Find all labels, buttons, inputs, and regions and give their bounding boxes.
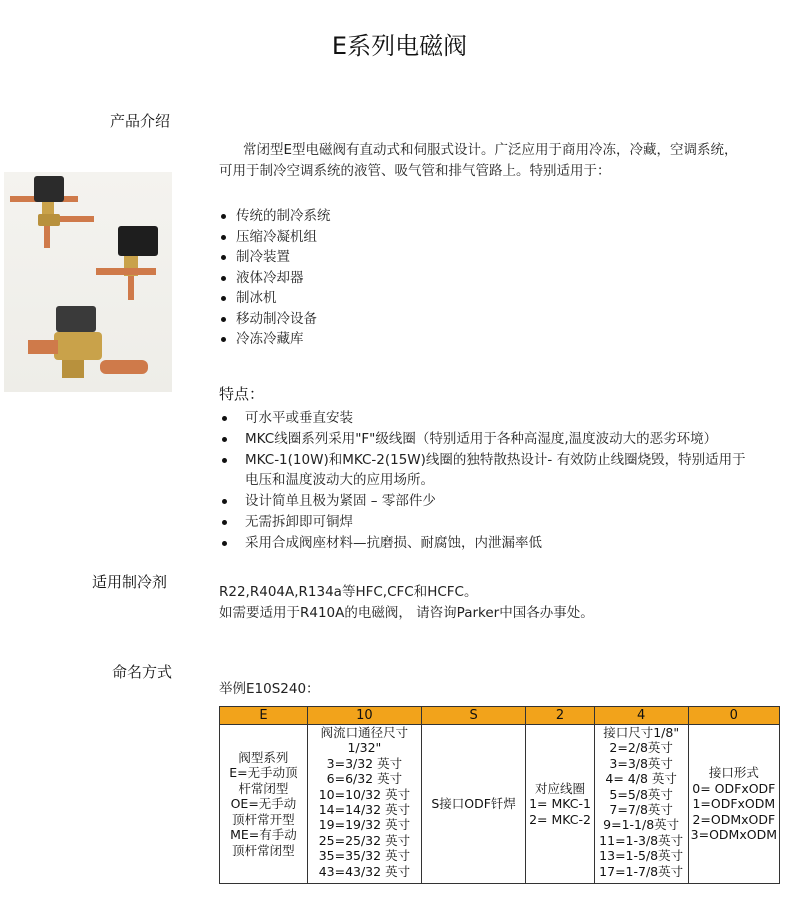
list-item: 无需拆卸即可铜焊	[219, 512, 789, 533]
intro-line-2: 可用于制冷空调系统的液管、吸气管和排气管路上。特别适用于：	[219, 163, 611, 179]
applications-list	[219, 206, 519, 350]
cell-line: 4= 4/8 英寸	[605, 771, 677, 787]
list-item: 冷冻冷藏库	[219, 329, 519, 350]
product-intro-text	[219, 140, 789, 182]
cell-line: 7=7/8英寸	[609, 802, 673, 818]
cell-line: 2=ODMxODF	[692, 811, 776, 827]
cell-line: 35=35/32 英寸	[318, 848, 411, 864]
coil-cell	[526, 725, 594, 884]
naming-table	[219, 706, 780, 884]
connection-form-cell	[688, 725, 779, 884]
cell-line: 13=1-5/8英寸	[599, 848, 684, 864]
cell-line: 14=14/32 英寸	[318, 802, 411, 818]
product-intro-label: 产品介绍	[110, 112, 171, 130]
list-item: 设计简单且极为紧固 – 零部件少	[219, 491, 789, 512]
header-cell: 0	[688, 707, 779, 725]
header-cell: 10	[307, 707, 421, 725]
features-label: 特点：	[219, 385, 265, 403]
cell-line: 杆常闭型	[238, 780, 289, 796]
cell-line: 阀流口通径尺寸	[320, 725, 409, 740]
cell-line: 0= ODFxODF	[692, 780, 776, 796]
intro-line-1: 常闭型E型电磁阀有直动式和伺服式设计。广泛应用于商用冷冻，冷藏，空调系统，	[243, 142, 738, 158]
list-item: 制冰机	[219, 288, 519, 309]
list-item: 移动制冷设备	[219, 309, 519, 330]
solenoid-valves-image	[4, 172, 172, 392]
cell-line: 对应线圈	[535, 780, 586, 796]
features-list	[219, 408, 789, 554]
cell-line: 1=ODFxODM	[692, 796, 776, 812]
valve-type-cell	[220, 725, 308, 884]
list-item-continuation: 电压和温度波动大的应用场所。	[245, 472, 434, 489]
port-size-cell	[307, 725, 421, 884]
cell-line: 3=3/32 英寸	[326, 755, 403, 771]
cell-line: 3=3/8英寸	[609, 755, 673, 771]
cell-line: 1/32"	[347, 740, 382, 756]
cell-line: OE=无手动	[230, 796, 297, 812]
header-cell: 4	[594, 707, 688, 725]
cell-line: E=无手动顶	[229, 765, 298, 781]
refrigerants-text	[219, 582, 789, 624]
cell-line: 3=ODMxODM	[690, 827, 777, 843]
cell-line: 10=10/32 英寸	[318, 786, 411, 802]
cell-line: 阀型系列	[238, 750, 289, 766]
cell-line: 2= MKC-2	[529, 811, 591, 827]
cell-line: 25=25/32 英寸	[318, 832, 411, 848]
header-cell: 2	[526, 707, 594, 725]
connection-type-cell	[421, 725, 525, 884]
product-photo	[4, 172, 172, 392]
cell-line: ME=有手动	[230, 827, 297, 843]
list-item: 制冷装置	[219, 247, 519, 268]
cell-line: 接口形式	[708, 765, 759, 781]
list-item: 压缩冷凝机组	[219, 227, 519, 248]
refrigerants-line-1: R22,R404A,R134a等HFC,CFC和HCFC。	[219, 584, 478, 600]
cell-line: 11=1-3/8英寸	[599, 832, 684, 848]
naming-label: 命名方式	[112, 663, 173, 681]
cell-line: 1= MKC-1	[529, 796, 591, 812]
list-item: 采用合成阀座材料—抗磨损、耐腐蚀，内泄漏率低	[219, 533, 789, 554]
table-header-row	[220, 707, 780, 725]
refrigerants-label: 适用制冷剂	[92, 573, 168, 591]
list-item: 液体冷却器	[219, 268, 519, 289]
cell-line: 顶杆常闭型	[232, 842, 295, 858]
cell-line: 17=1-7/8英寸	[599, 863, 684, 879]
list-item: MKC-1(10W)和MKC-2(15W)线圈的独特散热设计- 有效防止线圈烧毁，特别适用于	[219, 450, 789, 471]
connection-size-cell	[594, 725, 688, 884]
cell-line: S接口ODF钎焊	[431, 796, 516, 812]
list-item: 传统的制冷系统	[219, 206, 519, 227]
cell-line: 接口尺寸1/8"	[603, 725, 680, 740]
cell-line: 9=1-1/8英寸	[603, 817, 680, 833]
cell-line: 19=19/32 英寸	[318, 817, 411, 833]
header-cell: S	[421, 707, 525, 725]
cell-line: 2=2/8英寸	[609, 740, 673, 756]
cell-line: 43=43/32 英寸	[318, 863, 411, 879]
list-item: 可水平或垂直安装	[219, 408, 789, 429]
header-cell: E	[220, 707, 308, 725]
refrigerants-line-2: 如需要适用于R410A的电磁阀， 请咨询Parker中国各办事处。	[219, 605, 594, 621]
list-item: MKC线圈系列采用"F"级线圈（特别适用于各种高湿度,温度波动大的恶劣环境）	[219, 429, 789, 450]
cell-line: 5=5/8英寸	[609, 786, 673, 802]
page-title: E系列电磁阀	[331, 32, 468, 60]
table-row	[220, 725, 780, 884]
cell-line: 顶杆常开型	[232, 811, 295, 827]
cell-line: 6=6/32 英寸	[326, 771, 403, 787]
naming-example: 举例E10S240：	[219, 681, 320, 697]
